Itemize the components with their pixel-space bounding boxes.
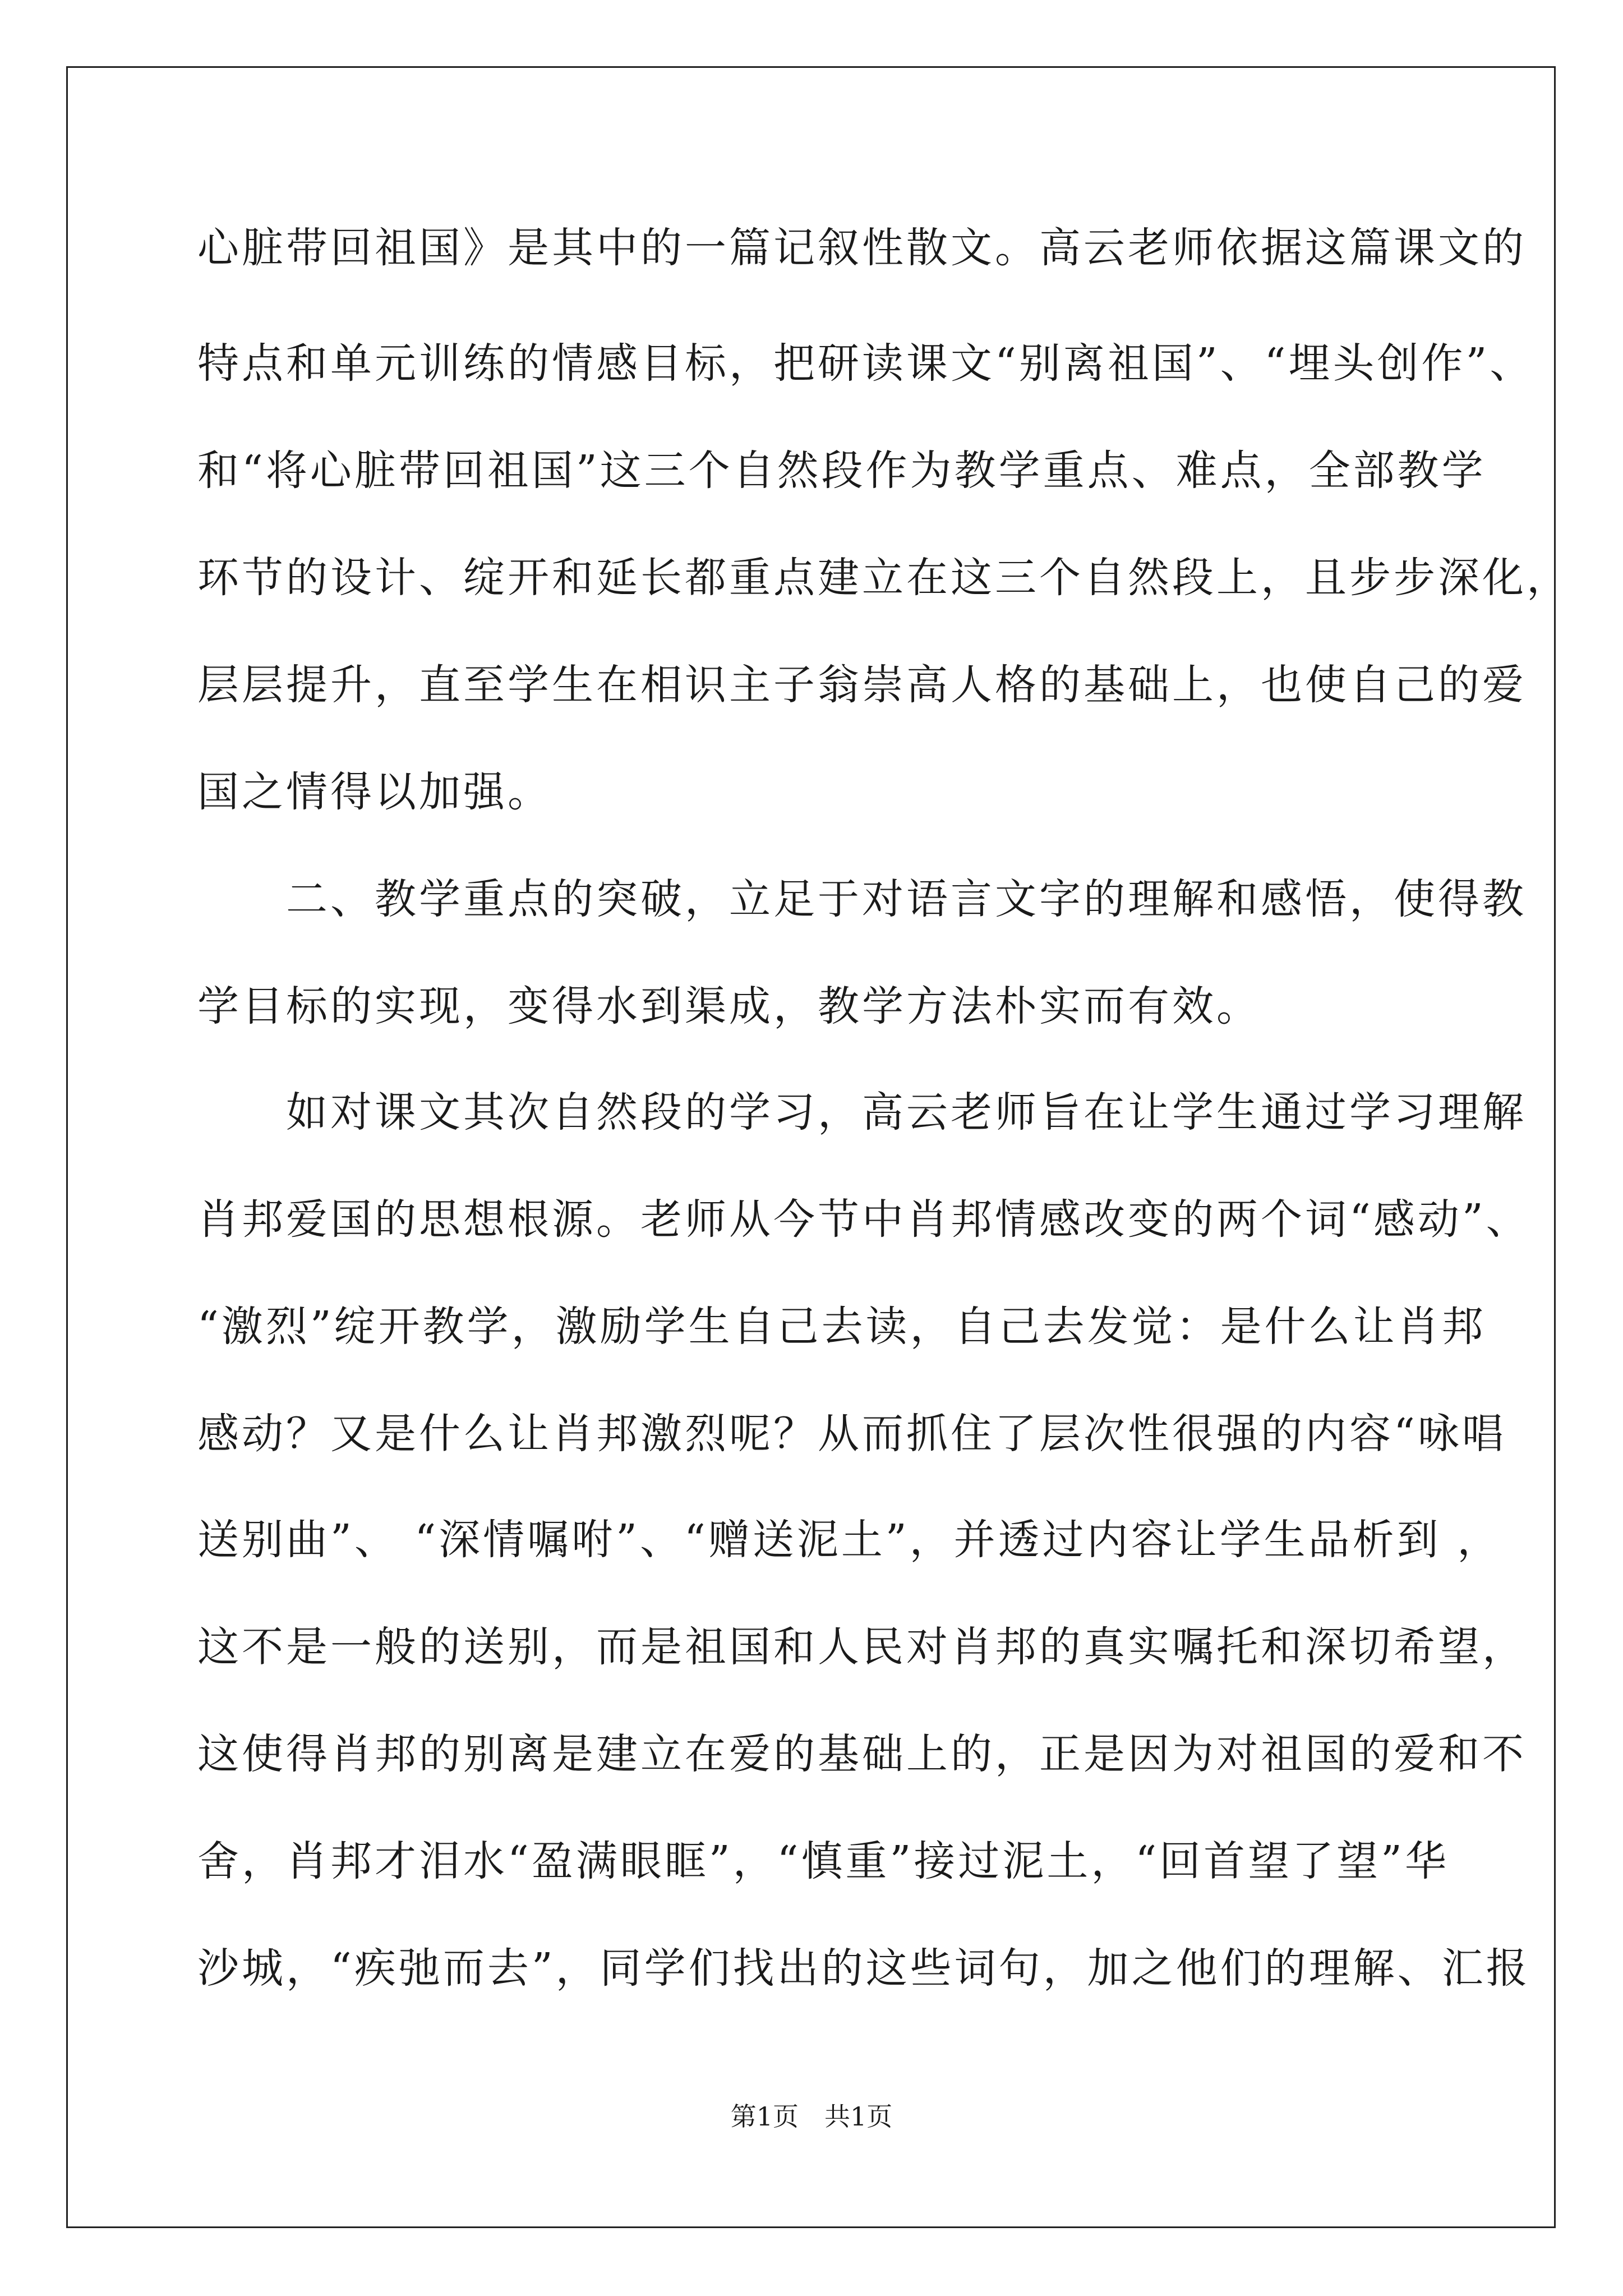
body-line-5: 层层提升，直至学生在相识主子翁崇高人格的基础上，也使自己的爱 xyxy=(197,661,1527,709)
body-line-11: “激烈”绽开教学，激励学生自己去读，自己去发觉：是什么让肖邦 xyxy=(197,1303,1486,1351)
body-line-6: 国之情得以加强。 xyxy=(197,768,552,816)
body-line-14: 这不是一般的送别，而是祖国和人民对肖邦的真实嘱托和深切希望， xyxy=(197,1623,1527,1671)
body-line-2: 特点和单元训练的情感目标，把研读课文“别离祖国”、“埋头创作”、 xyxy=(197,339,1534,388)
body-line-8: 学目标的实现，变得水到渠成，教学方法朴实而有效。 xyxy=(197,982,1261,1030)
body-line-3: 和“将心脏带回祖国”这三个自然段作为教学重点、难点，全部教学 xyxy=(197,447,1486,495)
body-line-13: 送别曲”、 “深情嘱咐”、“赠送泥土”，并透过内容让学生品析到 ， xyxy=(197,1516,1502,1564)
body-line-9: 如对课文其次自然段的学习，高云老师旨在让学生通过学习理解 xyxy=(197,1088,1527,1137)
page-border xyxy=(66,66,1571,2228)
body-line-4: 环节的设计、绽开和延长都重点建立在这三个自然段上，且步步深化， xyxy=(197,554,1571,602)
body-line-16: 舍，肖邦才泪水“盈满眼眶”，“慎重”接过泥土，“回首望了望”华 xyxy=(197,1837,1449,1885)
body-line-1: 心脏带回祖国》是其中的一篇记叙性散文。高云老师依据这篇课文的 xyxy=(197,224,1527,272)
body-line-17: 沙城，“疾弛而去”，同学们找出的这些词句，加之他们的理解、汇报 xyxy=(197,1944,1530,1993)
body-line-15: 这使得肖邦的别离是建立在爱的基础上的，正是因为对祖国的爱和不 xyxy=(197,1730,1527,1778)
body-line-7: 二、教学重点的突破，立足于对语言文字的理解和感悟，使得教 xyxy=(197,875,1527,923)
body-line-10: 肖邦爱国的思想根源。老师从今节中肖邦情感改变的两个词“感动”、 xyxy=(197,1195,1530,1244)
body-line-12: 感动？又是什么让肖邦激烈呢？从而抓住了层次性很强的内容“咏唱 xyxy=(197,1410,1506,1458)
page-number-footer: 第1页 共1页 xyxy=(730,2101,893,2132)
